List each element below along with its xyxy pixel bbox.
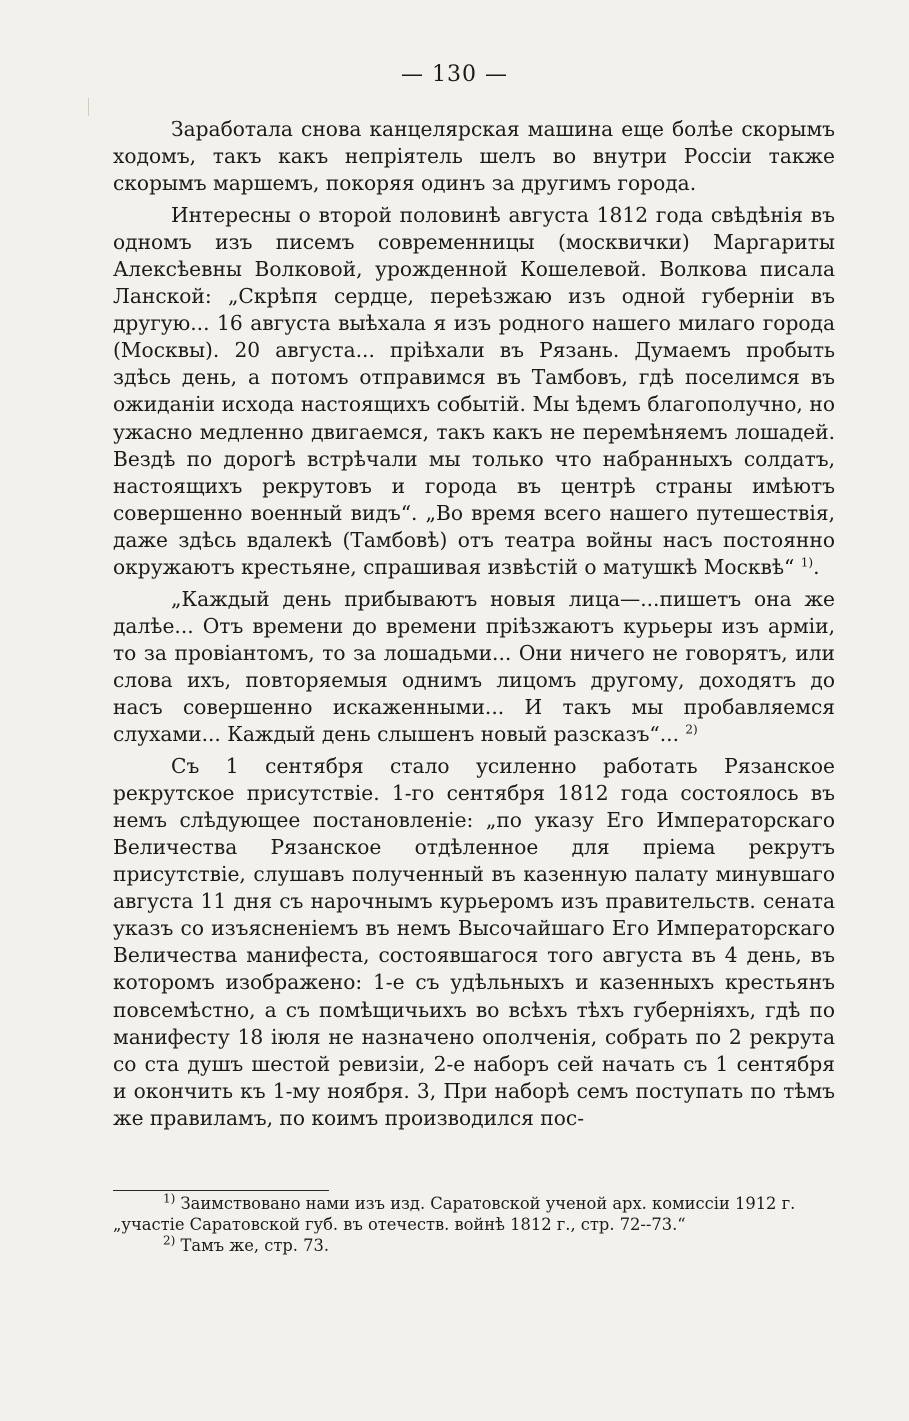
footnote-ref: 1) <box>800 555 814 570</box>
footnote-divider <box>113 1190 329 1191</box>
page-number: — 130 — <box>401 62 508 87</box>
footnote-mark: 2) <box>163 1233 176 1248</box>
paragraph-text: „Каждый день прибываютъ новыя лица—...пишетъ она же далѣе... Отъ времени до времени пріѣзжаютъ курьеры изъ арміи, то за провіантомъ, то за лошадьми... Они ничего не говорятъ, или слова ихъ, повторяемыя однимъ лицомъ другому, доходятъ до насъ совершенно искаженными... И такъ мы пробавляемся слухами... Каждый день слышенъ новый разсказъ“... <box>113 586 835 747</box>
footnote-mark: 1) <box>163 1191 176 1206</box>
footnotes <box>113 1193 835 1256</box>
paragraph <box>113 753 835 1132</box>
footnote <box>113 1235 835 1256</box>
paper-mark <box>88 98 93 116</box>
paragraph-text: Съ 1 сентября стало усиленно работать Рязанское рекрутское присутствіе. 1-го сентября 1812 года состоялось въ немъ слѣдующее постановленіе: „по указу Его Императорскаго Величества Рязанское отдѣленное для пріема рекрутъ присутствіе, слушавъ полученный въ казенную палату минувшаго августа 11 дня съ нарочнымъ курьеромъ изъ правительств. сената указъ со изъясненіемъ въ немъ Высочайшаго Его Императорскаго Величества манифеста, состоявшагося того августа въ 4 день, въ которомъ изображено: 1-е съ удѣльныхъ и казенныхъ крестьянъ повсемѣстно, а съ помѣщичьихъ во всѣхъ тѣхъ губерніяхъ, гдѣ по манифесту 18 іюля не назначено ополченія, собрать по 2 рекрута со ста душъ шестой ревизіи, 2-е наборъ сей начать съ 1 сентября и окончить къ 1-му ноября. 3, При наборѣ семъ поступать по тѣмъ же правиламъ, по коимъ производился пос- <box>113 754 835 1130</box>
footnote-text: Тамъ же, стр. 73. <box>180 1236 330 1255</box>
footnote <box>113 1193 835 1214</box>
paragraph-text: Интересны о второй половинѣ августа 1812 года свѣдѣнія въ одномъ изъ писемъ современницы (москвички) Маргариты Алексѣевны Волковой, урожденной Кошелевой. Волкова писала Ланской: „Скрѣпя сердце, переѣзжаю изъ одной губерніи въ другую... 16 августа выѣхала я изъ родного нашего милаго города (Москвы). 20 августа... пріѣхали въ Рязань. Думаемъ пробыть здѣсь день, а потомъ отправимся въ Тамбовъ, гдѣ поселимся въ ожиданіи исхода настоящихъ событій. Мы ѣдемъ благополучно, но ужасно медленно двигаемся, такъ какъ не перемѣняемъ лошадей. Вездѣ по дорогѣ встрѣчали мы только что набранныхъ солдатъ, настоящихъ рекрутовъ и города въ центрѣ страны имѣютъ совершенно военный видъ“. „Во время всего нашего путешествія, даже здѣсь вдалекѣ (Тамбовѣ) отъ театра войны насъ постоянно окружаютъ крестьяне, спрашивая извѣстій о матушкѣ Москвѣ“ <box>113 203 835 579</box>
paragraph: Интересны о второй половинѣ августа 1812 года свѣдѣнія въ одномъ изъ писемъ современницы (москвички) Маргариты Алексѣевны Волковой, урожденной Кошелевой. Волкова писала Ланской: „Скрѣпя сердце, переѣзжаю изъ одной губерніи въ другую... 16 августа выѣхала я изъ родного нашего милаго города (Москвы). 20 августа... пріѣхали въ Рязань. Думаемъ пробыть здѣсь день, а потомъ отправимся въ Тамбовъ, гдѣ поселимся въ ожиданіи исхода настоящихъ событій. Мы ѣдемъ благополучно, но ужасно медленно двигаемся, такъ какъ не перемѣняемъ лошадей. Вездѣ по дорогѣ встрѣчали мы только что набранныхъ солдатъ, настоящихъ рекрутовъ и города въ центрѣ страны имѣютъ совершенно военный видъ“. „Во время всего нашего путешествія, даже здѣсь вдалекѣ (Тамбовѣ) отъ театра войны насъ постоянно окружаютъ крестьяне, спрашивая извѣстій о матушкѣ Москвѣ“ $^{1)}$. <box>113 203 835 579</box>
footnote-text: Заимствовано нами изъ изд. Саратовской ученой арх. комиссіи 1912 г. <box>180 1194 796 1213</box>
footnote-ref: 2) <box>685 722 698 737</box>
paragraph <box>113 116 835 197</box>
paragraph <box>113 586 835 748</box>
main-text <box>113 116 835 1132</box>
footnote-continuation <box>113 1214 835 1235</box>
footnote-text: „участіе Саратовской губ. въ отечеств. войнѣ 1812 г., стр. 72--73.“ <box>113 1215 686 1234</box>
paragraph-text: Заработала снова канцелярская машина еще болѣе скорымъ ходомъ, такъ какъ непріятель шелъ во внутри Россіи также скорымъ маршемъ, покоряя одинъ за другимъ города. <box>113 117 835 196</box>
